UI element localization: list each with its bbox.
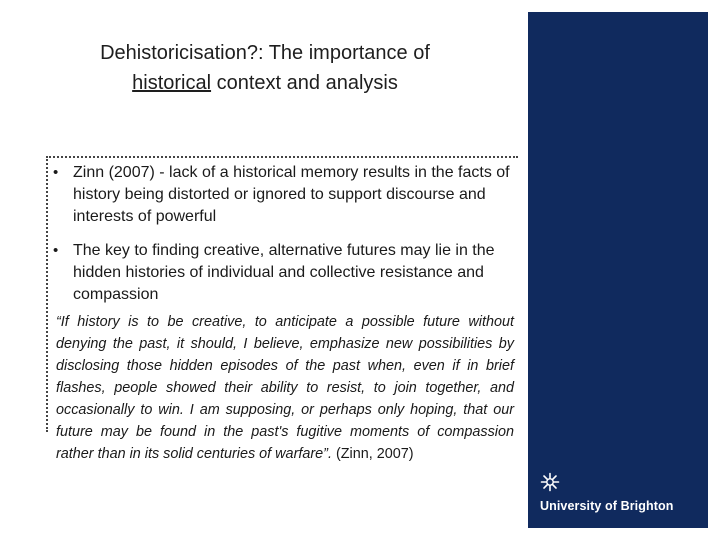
- bullet-text: The key to finding creative, alternative futures may lie in the hidden histories of individual and collective resistance and compassion: [73, 242, 495, 303]
- bullet-item-zinn: [52, 162, 522, 228]
- title-line-1: Dehistoricisation?: The importance of: [100, 42, 430, 64]
- bullet-dot-icon: •: [53, 242, 59, 259]
- zinn-quote: [56, 311, 514, 465]
- title-line-2-rest: context and analysis: [211, 72, 398, 94]
- slide-title: [30, 38, 500, 98]
- bullet-dot-icon: •: [53, 164, 59, 181]
- quote-text: “If history is to be creative, to anticipate a possible future without denying the past, it should, I believe, emphasize new possibilities by disclosing those hidden episodes of the past when, even if in brief flashes, people showed their ability to resist, to join together, and occasionally to win. I am supposing, or perhaps only hoping, that our future may be found in the past's fugitive moments of compassion rather than in its solid centuries of warfare”.: [56, 314, 514, 462]
- title-underlined-word: historical: [132, 72, 212, 94]
- brighton-star-icon: [540, 472, 560, 492]
- university-name: University of Brighton: [540, 499, 674, 513]
- university-logo: [530, 472, 708, 518]
- title-line-2: [30, 68, 500, 98]
- bullet-text: Zinn (2007) - lack of a historical memory results in the facts of history being distorted or ignored to support discourse and interests of powerful: [73, 164, 510, 225]
- bullet-list: [52, 162, 522, 318]
- brand-side-panel: [528, 12, 708, 528]
- bullet-item-hidden-histories: [52, 240, 522, 306]
- quote-citation: (Zinn, 2007): [331, 446, 414, 462]
